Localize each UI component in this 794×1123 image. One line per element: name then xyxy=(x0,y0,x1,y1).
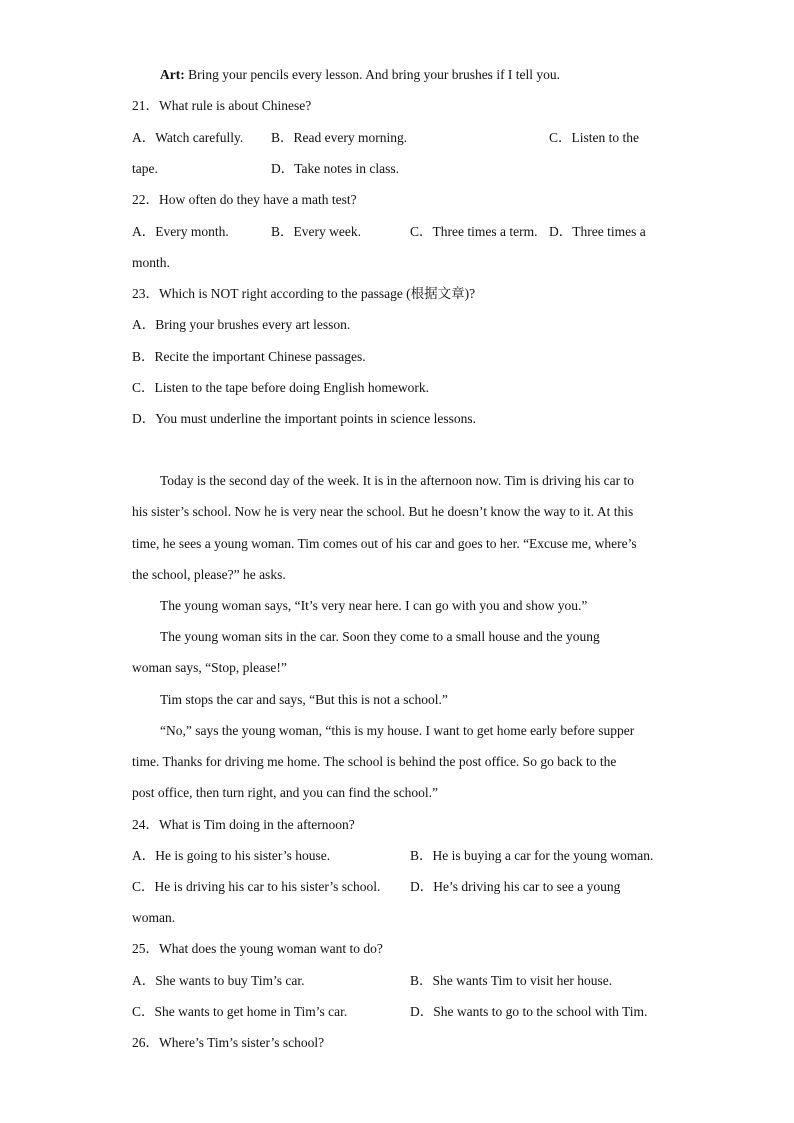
q21-option-d[interactable]: D．Take notes in class. xyxy=(271,161,400,176)
q21-option-b[interactable]: B．Read every morning. xyxy=(271,130,408,145)
q22-option-d[interactable]: D．Three times a xyxy=(549,224,646,239)
q24-option-d[interactable]: D．He’s driving his car to see a young xyxy=(410,879,621,894)
q24-option-a[interactable]: A．He is going to his sister’s house. xyxy=(132,848,331,863)
passage-line: post office, then turn right, and you can find the school.” xyxy=(132,785,439,800)
q21-option-c[interactable]: C．Listen to the xyxy=(549,130,639,145)
q25-option-c[interactable]: C．She wants to get home in Tim’s car. xyxy=(132,1004,348,1019)
q23-option-d[interactable]: D．You must underline the important points in science lessons. xyxy=(132,411,476,426)
q24-option-d-cont: woman. xyxy=(132,910,176,925)
passage-line: woman says, “Stop, please!” xyxy=(132,660,287,675)
q25-stem: 25．What does the young woman want to do? xyxy=(132,941,383,956)
q25-option-d[interactable]: D．She wants to go to the school with Tim. xyxy=(410,1004,648,1019)
art-rule-label: Art: xyxy=(160,67,185,82)
q21-stem: 21．What rule is about Chinese? xyxy=(132,98,312,113)
q24-option-c[interactable]: C．He is driving his car to his sister’s school. xyxy=(132,879,381,894)
q25-option-b[interactable]: B．She wants Tim to visit her house. xyxy=(410,973,613,988)
q22-option-d-cont: month. xyxy=(132,255,170,270)
passage-line: Today is the second day of the week. It is in the afternoon now. Tim is driving his car to xyxy=(160,473,634,488)
q23-option-a[interactable]: A．Bring your brushes every art lesson. xyxy=(132,317,351,332)
q22-option-b[interactable]: B．Every week. xyxy=(271,224,361,239)
art-rule xyxy=(160,67,560,83)
q21-option-c-cont: tape. xyxy=(132,161,158,176)
art-rule-text: Bring your pencils every lesson. And bring your brushes if I tell you. xyxy=(184,67,561,82)
q25-option-a[interactable]: A．She wants to buy Tim’s car. xyxy=(132,973,305,988)
q24-stem: 24．What is Tim doing in the afternoon? xyxy=(132,817,355,832)
passage-line: The young woman says, “It’s very near here. I can go with you and show you.” xyxy=(160,598,588,613)
passage-line: the school, please?” he asks. xyxy=(132,567,286,582)
passage-line: The young woman sits in the car. Soon they come to a small house and the young xyxy=(160,629,600,644)
passage-line: Tim stops the car and says, “But this is not a school.” xyxy=(160,692,448,707)
q22-option-a[interactable]: A．Every month. xyxy=(132,224,229,239)
passage-line: time. Thanks for driving me home. The school is behind the post office. So go back to the xyxy=(132,754,617,769)
q22-stem: 22．How often do they have a math test? xyxy=(132,192,357,207)
passage-line: “No,” says the young woman, “this is my house. I want to get home early before supper xyxy=(160,723,635,738)
q23-option-c[interactable]: C．Listen to the tape before doing English homework. xyxy=(132,380,429,395)
q26-stem: 26．Where’s Tim’s sister’s school? xyxy=(132,1035,325,1050)
q22-option-c[interactable]: C．Three times a term. xyxy=(410,224,538,239)
q24-option-b[interactable]: B．He is buying a car for the young woman. xyxy=(410,848,654,863)
q23-stem: 23．Which is NOT right according to the passage (根据文章)? xyxy=(132,286,476,301)
passage-line: time, he sees a young woman. Tim comes out of his car and goes to her. “Excuse me, where’s xyxy=(132,536,637,551)
q23-option-b[interactable]: B．Recite the important Chinese passages. xyxy=(132,349,366,364)
passage-line: his sister’s school. Now he is very near the school. But he doesn’t know the way to it. At this xyxy=(132,504,634,519)
q21-option-a[interactable]: A．Watch carefully. xyxy=(132,130,244,145)
